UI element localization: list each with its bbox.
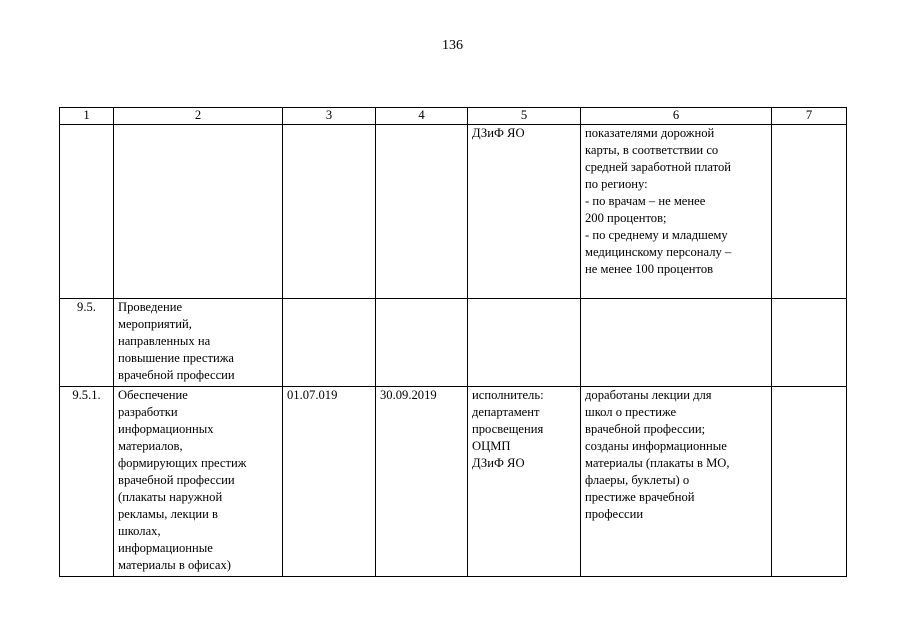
column-number-4: 4 [376, 108, 468, 125]
cell-line: формирующих престиж [118, 456, 247, 470]
item-number-cell [60, 125, 114, 299]
cell-line: разработки [118, 405, 178, 419]
cell-line: ДЗиФ ЯО [472, 126, 525, 140]
cell-line: Обеспечение [118, 388, 188, 402]
cell-line: материалы (плакаты в МО, [585, 456, 730, 470]
cell-line: - по среднему и младшему [585, 228, 728, 242]
responsible-cell [468, 299, 581, 387]
cell-line: врачебной профессии [118, 473, 235, 487]
cell-line: не менее 100 процентов [585, 262, 714, 276]
item-number-cell: 9.5. [60, 299, 114, 387]
start-date-cell: 01.07.019 [283, 387, 376, 577]
notes-cell [772, 387, 847, 577]
cell-line: врачебной профессии; [585, 422, 706, 436]
cell-line: материалы в офисах) [118, 558, 231, 572]
cell-line: ОЦМП [472, 439, 511, 453]
item-description-cell [114, 125, 283, 299]
column-number-7: 7 [772, 108, 847, 125]
column-number-6: 6 [581, 108, 772, 125]
cell-line: созданы информационные [585, 439, 727, 453]
cell-line: профессии [585, 507, 644, 521]
cell-line: школах, [118, 524, 161, 538]
column-number-2: 2 [114, 108, 283, 125]
responsible-cell [468, 125, 581, 299]
cell-line: мероприятий, [118, 317, 192, 331]
item-description-cell [114, 299, 283, 387]
cell-line: медицинскому персоналу – [585, 245, 732, 259]
notes-cell [772, 125, 847, 299]
cell-line: (плакаты наружной [118, 490, 223, 504]
column-number-row [60, 108, 847, 125]
cell-line: просвещения [472, 422, 544, 436]
end-date-cell [376, 125, 468, 299]
cell-line: направленных на [118, 334, 211, 348]
end-date-cell [376, 299, 468, 387]
notes-cell [772, 299, 847, 387]
start-date-cell [283, 299, 376, 387]
document-table [59, 107, 847, 577]
item-description-cell [114, 387, 283, 577]
cell-line: средней заработной платой [585, 160, 732, 174]
cell-line: департамент [472, 405, 540, 419]
cell-line: информационные [118, 541, 213, 555]
cell-line: доработаны лекции для [585, 388, 712, 402]
table-row [60, 125, 847, 299]
cell-line: материалов, [118, 439, 183, 453]
column-number-5: 5 [468, 108, 581, 125]
start-date-cell [283, 125, 376, 299]
cell-line: исполнитель: [472, 388, 544, 402]
cell-line: показателями дорожной [585, 126, 715, 140]
cell-line: по региону: [585, 177, 648, 191]
cell-line: 200 процентов; [585, 211, 667, 225]
column-number-1: 1 [60, 108, 114, 125]
cell-line: школ о престиже [585, 405, 677, 419]
end-date-cell: 30.09.2019 [376, 387, 468, 577]
table-row [60, 299, 847, 387]
cell-line: Проведение [118, 300, 183, 314]
cell-line: повышение престижа [118, 351, 235, 365]
page-number: 136 [442, 38, 463, 53]
result-cell [581, 299, 772, 387]
column-number-3: 3 [283, 108, 376, 125]
cell-line: ДЗиФ ЯО [472, 456, 525, 470]
cell-line: престиже врачебной [585, 490, 695, 504]
table-row [60, 387, 847, 577]
cell-line: - по врачам – не менее [585, 194, 706, 208]
cell-line: карты, в соответствии со [585, 143, 719, 157]
result-cell [581, 125, 772, 299]
cell-line: флаеры, буклеты) о [585, 473, 690, 487]
result-cell [581, 387, 772, 577]
item-number-cell: 9.5.1. [60, 387, 114, 577]
cell-line: врачебной профессии [118, 368, 235, 382]
responsible-cell [468, 387, 581, 577]
cell-line: информационных [118, 422, 214, 436]
cell-line: рекламы, лекции в [118, 507, 218, 521]
